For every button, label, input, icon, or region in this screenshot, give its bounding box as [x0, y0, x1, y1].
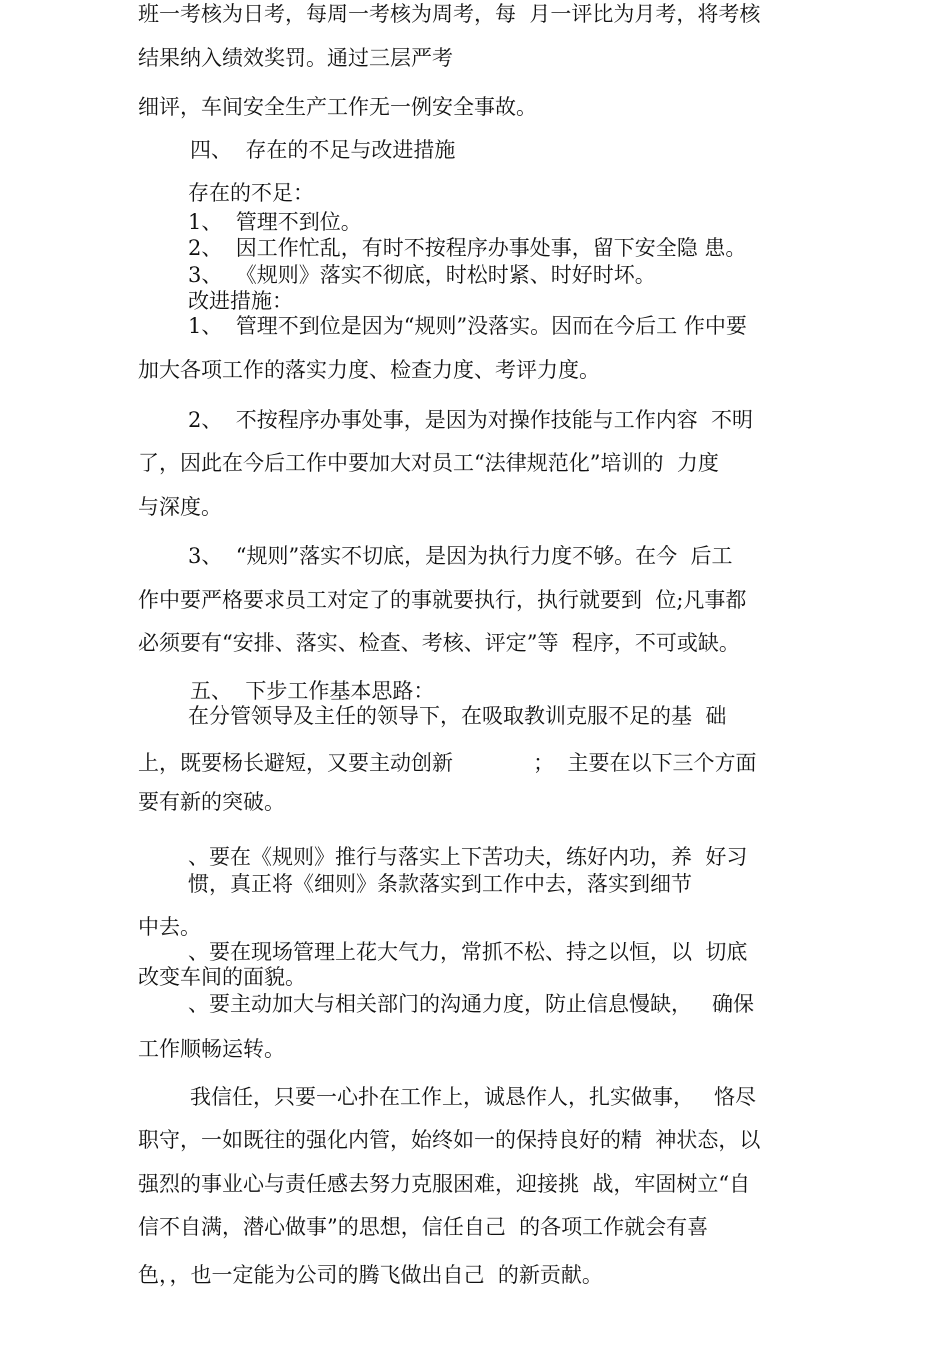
- section-heading: 四、 存在的不足与改进措施: [190, 138, 456, 162]
- list-item: 3、 《规则》落实不彻底，时松时紧、时好时坏。: [188, 263, 656, 287]
- section-heading: 五、 下步工作基本思路：: [190, 679, 435, 703]
- text-line: 班一考核为日考，每周一考核为周考，每 月一评比为月考，将考核: [138, 2, 761, 26]
- text-line: 工作顺畅运转。: [138, 1037, 285, 1061]
- text-line: 作中要严格要求员工对定了的事就要执行，执行就要到 位;凡事都: [138, 588, 747, 612]
- text-line: 2、 不按程序办事处事，是因为对操作技能与工作内容 不明: [188, 408, 754, 432]
- text-line: 色，，也一定能为公司的腾飞做出自己 的新贡献。: [138, 1263, 603, 1287]
- list-item: 2、 因工作忙乱，有时不按程序办事处事，留下安全隐 患。: [188, 236, 747, 260]
- text-line: 上，既要杨长避短，又要主动创新 ； 主要在以下三个方面: [138, 751, 757, 775]
- text-line: 职守，一如既往的强化内管，始终如一的保持良好的精 神状态，以: [138, 1128, 761, 1152]
- text-line: 我信任，只要一心扑在工作上，诚恳作人，扎实做事， 恪尽: [190, 1085, 757, 1109]
- text-line: 了，因此在今后工作中要加大对员工“法律规范化”培训的 力度: [138, 451, 719, 475]
- text-line: 3、 “规则”落实不切底，是因为执行力度不够。在今 后工: [188, 544, 733, 568]
- subheading: 改进措施：: [188, 289, 293, 313]
- subheading: 存在的不足：: [188, 181, 314, 205]
- text-line: 结果纳入绩效奖罚。通过三层严考: [138, 46, 453, 70]
- text-line: 、要在现场管理上花大气力，常抓不松、持之以恒，以 切底: [188, 940, 748, 964]
- text-line: 信不自满，潜心做事”的思想，信任自己 的各项工作就会有喜: [138, 1215, 709, 1239]
- text-line: 惯，真正将《细则》条款落实到工作中去，落实到细节: [188, 872, 692, 896]
- text-line: 强烈的事业心与责任感去努力克服困难，迎接挑 战，牢固树立“自: [138, 1172, 751, 1196]
- text-line: 要有新的突破。: [138, 790, 285, 814]
- list-item: 1、 管理不到位。: [188, 210, 362, 234]
- text-line: 必须要有“安排、落实、检查、考核、评定”等 程序，不可或缺。: [138, 631, 740, 655]
- text-line: 、要主动加大与相关部门的沟通力度，防止信息慢缺， 确保: [188, 992, 755, 1016]
- text-line: 中去。: [138, 915, 201, 939]
- text-line: 改变车间的面貌。: [138, 965, 306, 989]
- text-line: 加大各项工作的落实力度、检查力度、考评力度。: [138, 358, 600, 382]
- text-line: 1、 管理不到位是因为“规则”没落实。因而在今后工 作中要: [188, 314, 747, 338]
- text-line: 、要在《规则》推行与落实上下苦功夫，练好内功，养 好习: [188, 845, 748, 869]
- text-line: 细评，车间安全生产工作无一例安全事故。: [138, 95, 537, 119]
- text-line: 在分管领导及主任的领导下，在吸取教训克服不足的基 础: [188, 704, 727, 728]
- text-line: 与深度。: [138, 495, 222, 519]
